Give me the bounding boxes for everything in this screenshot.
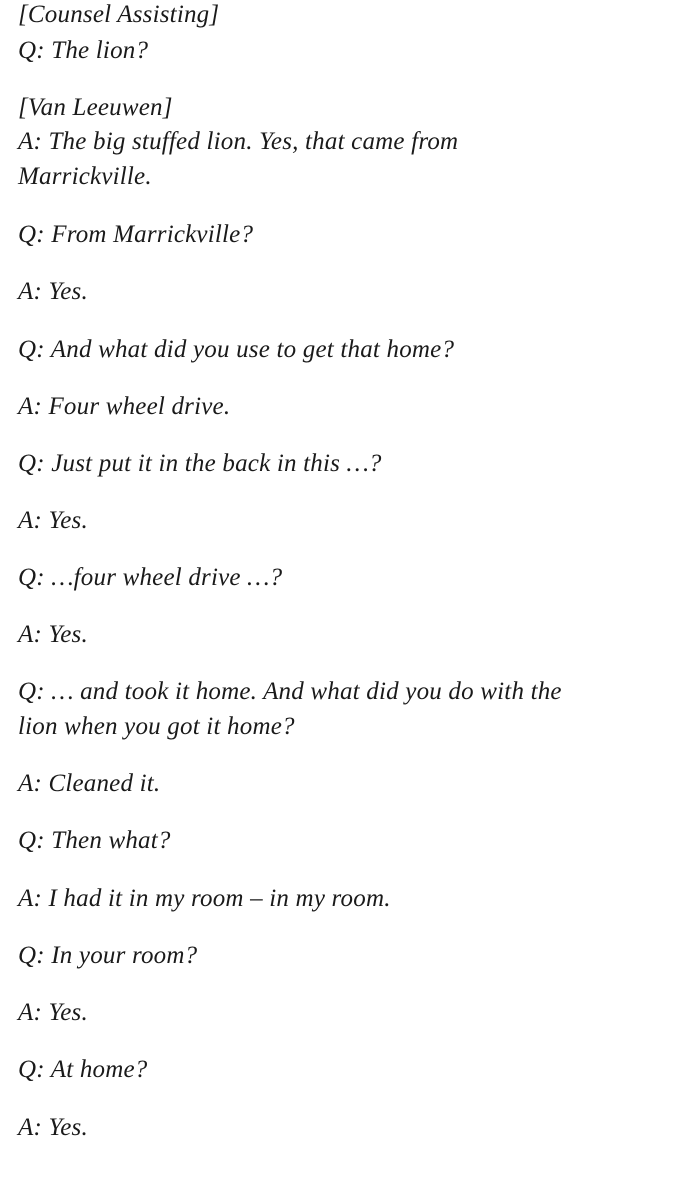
answer-yes-4: A: Yes.	[18, 999, 88, 1026]
answer-in-my-room: A: I had it in my room – in my room.	[18, 885, 391, 912]
answer-big-stuffed-lion: A: The big stuffed lion. Yes, that came from Marrickville.	[18, 128, 459, 190]
question-took-it-home: Q: … and took it home. And what did you do with the lion when you got it home?	[18, 678, 562, 740]
question-what-did-you-use: Q: And what did you use to get that home?	[18, 336, 455, 363]
answer-yes-3: A: Yes.	[18, 621, 88, 648]
speaker-heading-counsel-assisting: [Counsel Assisting]	[18, 1, 220, 28]
question-at-home: Q: At home?	[18, 1056, 148, 1083]
question-from-marrickville: Q: From Marrickville?	[18, 221, 254, 248]
answer-four-wheel-drive: A: Four wheel drive.	[18, 393, 231, 420]
answer-yes-2: A: Yes.	[18, 507, 88, 534]
question-four-wheel-drive: Q: …four wheel drive …?	[18, 564, 283, 591]
question-put-it-in-back: Q: Just put it in the back in this …?	[18, 450, 382, 477]
answer-yes-1: A: Yes.	[18, 278, 88, 305]
speaker-heading-van-leeuwen: [Van Leeuwen]	[18, 94, 173, 121]
question-lion: Q: The lion?	[18, 37, 149, 64]
answer-cleaned-it: A: Cleaned it.	[18, 770, 161, 797]
question-then-what: Q: Then what?	[18, 827, 171, 854]
answer-yes-5: A: Yes.	[18, 1114, 88, 1141]
question-in-your-room: Q: In your room?	[18, 942, 198, 969]
